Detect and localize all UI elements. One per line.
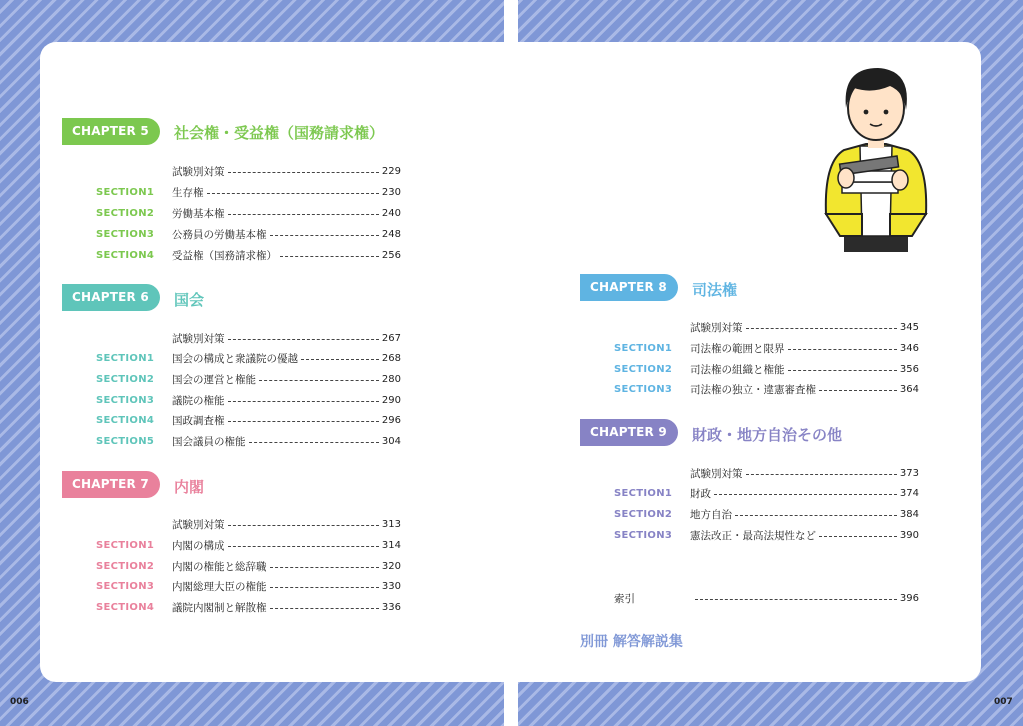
toc-entry bbox=[172, 538, 401, 553]
section-label: SECTION1 bbox=[96, 540, 155, 551]
toc-entry bbox=[172, 600, 401, 615]
section-label: SECTION1 bbox=[614, 343, 673, 354]
entry-page: 336 bbox=[381, 602, 401, 613]
section-label: SECTION2 bbox=[96, 208, 155, 219]
entry-title: 財政 bbox=[690, 488, 711, 500]
entry-title: 議院の権能 bbox=[172, 395, 225, 407]
leader-dots bbox=[301, 359, 379, 360]
leader-dots bbox=[788, 349, 897, 350]
entry-page: 296 bbox=[381, 415, 401, 426]
section-label: SECTION2 bbox=[614, 364, 673, 375]
toc-entry bbox=[690, 320, 919, 335]
section-label: SECTION4 bbox=[96, 415, 155, 426]
leader-dots bbox=[788, 370, 897, 371]
entry-title: 受益権（国務請求権） bbox=[172, 250, 277, 262]
leader-dots bbox=[735, 515, 897, 516]
toc-entry bbox=[172, 434, 401, 449]
entry-page: 314 bbox=[381, 540, 401, 551]
leader-dots bbox=[228, 214, 379, 215]
entry-page: 290 bbox=[381, 395, 401, 406]
leader-dots bbox=[819, 390, 897, 391]
entry-title: 司法権の組織と権能 bbox=[690, 364, 785, 376]
toc-entry bbox=[690, 507, 919, 522]
entry-title: 司法権の独立・違憲審査権 bbox=[690, 384, 816, 396]
toc-entry bbox=[172, 164, 401, 179]
entry-page: 330 bbox=[381, 581, 401, 592]
entry-page: 280 bbox=[381, 374, 401, 385]
entry-page: 356 bbox=[899, 364, 919, 375]
toc-entry bbox=[690, 528, 919, 543]
section-label: SECTION3 bbox=[614, 384, 673, 395]
entry-title: 公務員の労働基本権 bbox=[172, 229, 267, 241]
toc-entry bbox=[172, 517, 401, 532]
entry-title: 内閣の構成 bbox=[172, 540, 225, 552]
entry-title: 国会議員の権能 bbox=[172, 436, 246, 448]
leader-dots bbox=[746, 474, 897, 475]
section-label: SECTION4 bbox=[96, 602, 155, 613]
chapter-badge-8: CHAPTER 8 bbox=[580, 274, 678, 301]
toc-entry bbox=[690, 341, 919, 356]
leader-dots bbox=[270, 587, 379, 588]
entry-title: 議院内閣制と解散権 bbox=[172, 602, 267, 614]
entry-page: 320 bbox=[381, 561, 401, 572]
leader-dots bbox=[819, 536, 897, 537]
toc-entry bbox=[172, 393, 401, 408]
section-label: SECTION4 bbox=[96, 250, 155, 261]
chapter-badge-6: CHAPTER 6 bbox=[62, 284, 160, 311]
entry-title: 国会の運営と権能 bbox=[172, 374, 256, 386]
section-label: SECTION2 bbox=[96, 374, 155, 385]
toc-entry bbox=[172, 248, 401, 263]
section-label: SECTION1 bbox=[614, 488, 673, 499]
page-gutter bbox=[504, 0, 518, 726]
chapter-title-7: 内閣 bbox=[174, 478, 205, 496]
entry-title: 司法権の範囲と限界 bbox=[690, 343, 785, 355]
leader-dots bbox=[228, 401, 379, 402]
toc-entry bbox=[172, 351, 401, 366]
entry-title: 国会の構成と衆議院の優越 bbox=[172, 353, 298, 365]
entry-page: 364 bbox=[899, 384, 919, 395]
toc-entry bbox=[172, 185, 401, 200]
leader-dots bbox=[695, 599, 897, 600]
entry-title: 試験別対策 bbox=[172, 519, 225, 531]
leader-dots bbox=[280, 256, 379, 257]
chapter-badge-5: CHAPTER 5 bbox=[62, 118, 160, 145]
entry-title: 内閣総理大臣の権能 bbox=[172, 581, 267, 593]
section-label: SECTION3 bbox=[96, 395, 155, 406]
toc-entry bbox=[172, 227, 401, 242]
chapter-title-9: 財政・地方自治その他 bbox=[692, 426, 843, 444]
entry-title: 憲法改正・最高法規性など bbox=[690, 530, 816, 542]
entry-title: 地方自治 bbox=[690, 509, 732, 521]
leader-dots bbox=[207, 193, 379, 194]
section-label: SECTION3 bbox=[96, 229, 155, 240]
section-label: SECTION1 bbox=[96, 187, 155, 198]
section-label: SECTION1 bbox=[96, 353, 155, 364]
toc-entry bbox=[690, 362, 919, 377]
section-label: SECTION2 bbox=[96, 561, 155, 572]
entry-title: 試験別対策 bbox=[172, 333, 225, 345]
leader-dots bbox=[259, 380, 379, 381]
section-label: SECTION5 bbox=[96, 436, 155, 447]
toc-entry bbox=[172, 331, 401, 346]
entry-title: 試験別対策 bbox=[690, 468, 743, 480]
entry-page: 267 bbox=[381, 333, 401, 344]
section-label: SECTION3 bbox=[96, 581, 155, 592]
entry-page: 373 bbox=[899, 468, 919, 479]
entry-page: 346 bbox=[899, 343, 919, 354]
leader-dots bbox=[228, 421, 379, 422]
entry-title: 試験別対策 bbox=[690, 322, 743, 334]
entry-page: 230 bbox=[381, 187, 401, 198]
leader-dots bbox=[714, 494, 897, 495]
chapter-badge-7: CHAPTER 7 bbox=[62, 471, 160, 498]
toc-entry-index bbox=[614, 591, 919, 606]
leader-dots bbox=[228, 525, 379, 526]
entry-title: 内閣の権能と総辞職 bbox=[172, 561, 267, 573]
entry-page: 390 bbox=[899, 530, 919, 541]
index-page: 396 bbox=[899, 593, 919, 604]
toc-entry bbox=[690, 466, 919, 481]
entry-title: 国政調査権 bbox=[172, 415, 225, 427]
toc-entry bbox=[172, 206, 401, 221]
leader-dots bbox=[228, 172, 379, 173]
section-label: SECTION3 bbox=[614, 530, 673, 541]
entry-page: 248 bbox=[381, 229, 401, 240]
entry-page: 268 bbox=[381, 353, 401, 364]
toc-entry bbox=[172, 559, 401, 574]
supplement-title: 別冊 解答解説集 bbox=[580, 634, 683, 650]
entry-title: 労働基本権 bbox=[172, 208, 225, 220]
index-title: 索引 bbox=[614, 593, 635, 605]
entry-page: 229 bbox=[381, 166, 401, 177]
entry-page: 313 bbox=[381, 519, 401, 530]
toc-entry bbox=[690, 382, 919, 397]
leader-dots bbox=[270, 235, 379, 236]
toc-entry bbox=[690, 486, 919, 501]
entry-page: 345 bbox=[899, 322, 919, 333]
chapter-badge-9: CHAPTER 9 bbox=[580, 419, 678, 446]
entry-page: 304 bbox=[381, 436, 401, 447]
entry-page: 384 bbox=[899, 509, 919, 520]
leader-dots bbox=[270, 608, 379, 609]
toc-entry bbox=[172, 579, 401, 594]
page-number-right: 007 bbox=[994, 697, 1013, 707]
entry-title: 生存権 bbox=[172, 187, 204, 199]
chapter-title-8: 司法権 bbox=[692, 281, 738, 299]
entry-page: 374 bbox=[899, 488, 919, 499]
chapter-title-5: 社会権・受益権（国務請求権） bbox=[174, 124, 385, 142]
chapter-title-6: 国会 bbox=[174, 291, 205, 309]
entry-title: 試験別対策 bbox=[172, 166, 225, 178]
leader-dots bbox=[746, 328, 897, 329]
student-with-books-illustration bbox=[820, 64, 932, 252]
page-number-left: 006 bbox=[10, 697, 29, 707]
entry-page: 256 bbox=[381, 250, 401, 261]
leader-dots bbox=[249, 442, 379, 443]
leader-dots bbox=[270, 567, 379, 568]
leader-dots bbox=[228, 546, 379, 547]
toc-entry bbox=[172, 372, 401, 387]
section-label: SECTION2 bbox=[614, 509, 673, 520]
entry-page: 240 bbox=[381, 208, 401, 219]
toc-entry bbox=[172, 413, 401, 428]
leader-dots bbox=[228, 339, 379, 340]
